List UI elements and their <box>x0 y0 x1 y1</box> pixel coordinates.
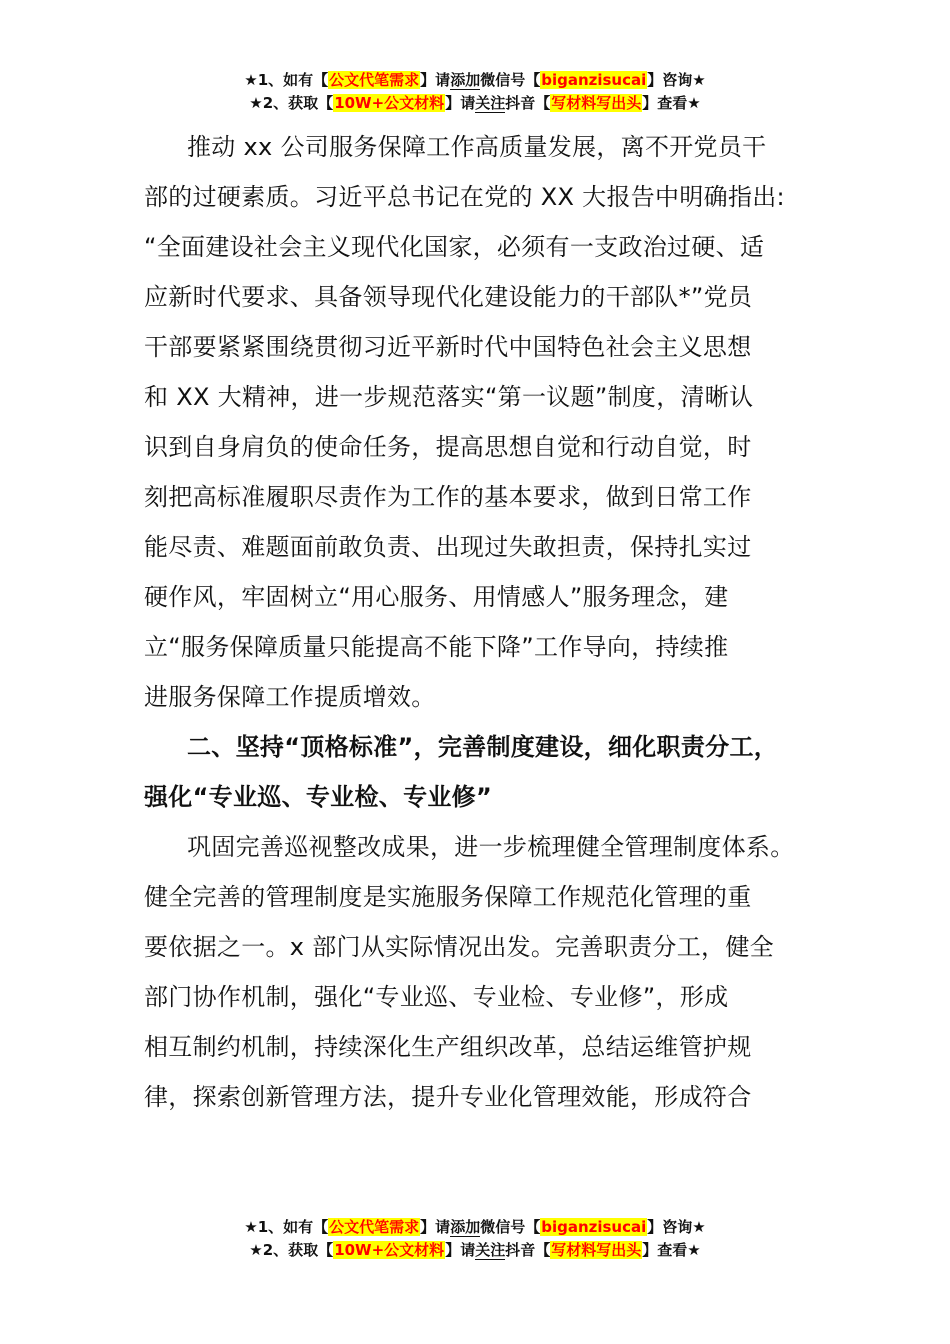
banner-line-1 <box>0 69 950 92</box>
paragraph-line: 律，探索创新管理方法，提升专业化管理效能，形成符合 <box>144 1083 752 1111</box>
paragraph-line: 识到自身肩负的使命任务，提高思想自觉和行动自觉，时 <box>144 433 752 461</box>
highlight-douyin-account: 写材料写出头 <box>551 1241 642 1259</box>
paragraph-line: 相互制约机制，持续深化生产组织改革，总结运维管护规 <box>144 1033 752 1061</box>
banner-line-2 <box>0 92 950 115</box>
banner-line-2 <box>0 1239 950 1262</box>
banner-text: 】请 <box>445 1241 476 1259</box>
banner-text: 】咨询★ <box>647 1218 706 1236</box>
banner-text: 】咨询★ <box>647 71 706 89</box>
banner-text: 抖音【 <box>505 94 551 112</box>
highlight-douyin-account: 写材料写出头 <box>551 94 642 112</box>
highlight-materials: 10W+公文材料 <box>334 1241 445 1259</box>
banner-text: 】请 <box>445 94 476 112</box>
paragraph-line: 和 XX 大精神，进一步规范落实“第一议题”制度，清晰认 <box>144 383 754 411</box>
paragraph-line: 健全完善的管理制度是实施服务保障工作规范化管理的重 <box>144 883 752 911</box>
highlight-service-demand: 公文代笔需求 <box>329 1218 420 1236</box>
paragraph-line: 部门协作机制，强化“专业巡、专业检、专业修”，形成 <box>144 983 729 1011</box>
banner-text: 微信号【 <box>480 1218 541 1236</box>
banner-text: ★1、如有【 <box>244 71 329 89</box>
document-body <box>144 122 816 1122</box>
banner-text: 抖音【 <box>505 1241 551 1259</box>
footer-banner <box>0 1216 950 1262</box>
header-banner <box>0 69 950 115</box>
paragraph-line: 刻把高标准履职尽责作为工作的基本要求，做到日常工作 <box>144 483 752 511</box>
paragraph-line: 推动 xx 公司服务保障工作高质量发展，离不开党员干 <box>187 133 767 161</box>
underlined-follow: 关注 <box>475 1241 506 1259</box>
paragraph-line: 部的过硬素质。习近平总书记在党的 XX 大报告中明确指出: <box>144 183 785 211</box>
highlight-wechat-id: biganzisucai <box>541 71 647 89</box>
banner-text: ★2、获取【 <box>249 94 334 112</box>
section-heading: 二、坚持“顶格标准”，完善制度建设，细化职责分工， <box>187 733 779 761</box>
paragraph-line: 干部要紧紧围绕贯彻习近平新时代中国特色社会主义思想 <box>144 333 752 361</box>
section-heading: 强化“专业巡、专业检、专业修” <box>144 783 493 811</box>
banner-text: 】查看★ <box>642 94 701 112</box>
banner-text: 微信号【 <box>480 71 541 89</box>
banner-text: ★2、获取【 <box>249 1241 334 1259</box>
paragraph-line: 进服务保障工作提质增效。 <box>144 683 436 711</box>
paragraph-line: 应新时代要求、具备领导现代化建设能力的干部队*”党员 <box>144 283 753 311</box>
highlight-wechat-id: biganzisucai <box>541 1218 647 1236</box>
underlined-follow: 关注 <box>475 94 506 112</box>
highlight-materials: 10W+公文材料 <box>334 94 445 112</box>
underlined-add: 添加 <box>450 71 481 89</box>
underlined-add: 添加 <box>450 1218 481 1236</box>
paragraph-line: “全面建设社会主义现代化国家，必须有一支政治过硬、适 <box>144 233 765 261</box>
banner-text: 】请 <box>420 1218 451 1236</box>
paragraph-line: 立“服务保障质量只能提高不能下降”工作导向，持续推 <box>144 633 729 661</box>
paragraph-line: 硬作风，牢固树立“用心服务、用情感人”服务理念，建 <box>144 583 729 611</box>
banner-text: 】查看★ <box>642 1241 701 1259</box>
banner-line-1 <box>0 1216 950 1239</box>
paragraph-line: 巩固完善巡视整改成果，进一步梳理健全管理制度体系。 <box>187 833 795 861</box>
paragraph-line: 能尽责、难题面前敢负责、出现过失敢担责，保持扎实过 <box>144 533 752 561</box>
banner-text: ★1、如有【 <box>244 1218 329 1236</box>
highlight-service-demand: 公文代笔需求 <box>329 71 420 89</box>
banner-text: 】请 <box>420 71 451 89</box>
paragraph-line: 要依据之一。x 部门从实际情况出发。完善职责分工，健全 <box>144 933 774 961</box>
